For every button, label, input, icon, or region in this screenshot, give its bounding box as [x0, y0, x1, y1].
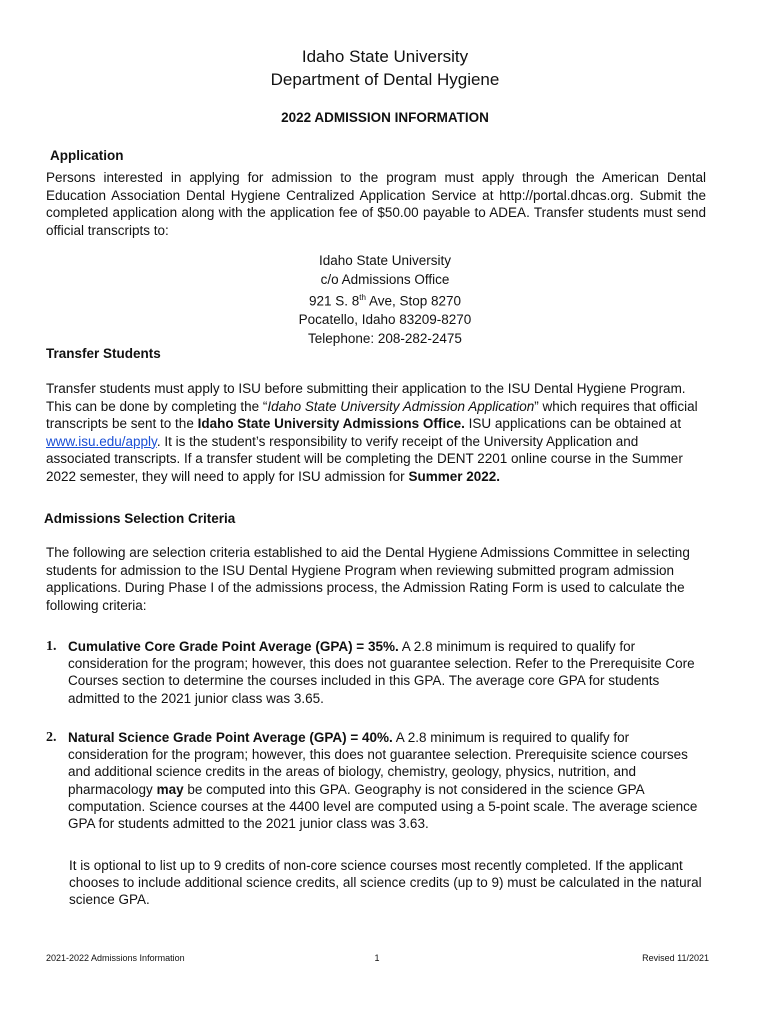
criteria-item-2: [46, 729, 710, 834]
footer-right: Revised 11/2021: [642, 953, 709, 963]
item-text: Cumulative Core Grade Point Average (GPA) = 35%. A 2.8 minimum is required to qualify for consideration for the program; however, this does not guarantee selection. Refer to the Prerequisite Core Courses section to determine the courses included in this GPA. The average core GPA for students admitted to the 2021 junior class was 3.65.: [68, 639, 695, 706]
item-text: Natural Science Grade Point Average (GPA) = 40%. A 2.8 minimum is required to qualify for consideration for the program; however, this does not guarantee selection. Prerequisite science courses and additional science credits in the areas of biology, chemistry, geology, physics, nutrition, and pharmacology may be computed into this GPA. Geography is not considered in the science GPA computation. Science courses at the 4400 level are computed using a 5-point scale. The average science GPA for students admitted to the 2021 junior class was 3.63.: [68, 730, 698, 832]
optional-note: It is optional to list up to 9 credits of non-core science courses most recently completed. If the applicant chooses to include additional science credits, all science credits (up to 9) must be calculated in the natural science GPA.: [69, 858, 702, 908]
address-line-5: Telephone: 208-282-2475: [308, 330, 462, 346]
address-line-2: c/o Admissions Office: [320, 271, 450, 287]
mailing-address: [0, 252, 770, 348]
university-title: Idaho State University: [301, 47, 469, 66]
document-title: 2022 ADMISSION INFORMATION: [281, 110, 489, 125]
page-number: 1: [374, 953, 380, 963]
address-line-1: Idaho State University: [318, 253, 452, 268]
department-title: Department of Dental Hygiene: [270, 70, 500, 89]
footer-left: 2021-2022 Admissions Information: [46, 953, 185, 963]
address-line-3: 921 S. 8th Ave, Stop 8270: [308, 293, 462, 309]
transfer-paragraph: Transfer students must apply to ISU before submitting their application to the ISU Dental Hygiene Program. This can be done by completing the “Idaho State University Admission Application” which requires that official transcripts be sent to the Idaho State University Admissions Office. ISU applications can be obtained at www.isu.edu/apply. It is the student’s responsibility to verify receipt of the University Application and associated transcripts. If a transfer student will be completing the DENT 2201 online course in the Summer 2022 semester, they will need to apply for ISU admission for Summer 2022.: [46, 381, 698, 484]
item-number: 1.: [46, 639, 57, 654]
criteria-heading: Admissions Selection Criteria: [44, 511, 236, 526]
transfer-heading: Transfer Students: [46, 346, 161, 361]
address-line-4: Pocatello, Idaho 83209-8270: [298, 312, 472, 328]
item-number: 2.: [46, 730, 57, 745]
isu-apply-link[interactable]: www.isu.edu/apply: [46, 433, 157, 449]
application-heading: Application: [50, 148, 124, 163]
application-paragraph: Persons interested in applying for admission to the program must apply through the American Dental Education Association Dental Hygiene Centralized Application Service at http://portal.dhcas.org. Submit the completed application along with the application fee of $50.00 payable to ADEA. Transfer students must send official transcripts to:: [46, 170, 706, 238]
criteria-intro: The following are selection criteria established to aid the Dental Hygiene Admissions Committee in selecting students for admission to the ISU Dental Hygiene Program when reviewing submitted program admission applications. During Phase I of the admissions process, the Admission Rating Form is used to calculate the following criteria:: [46, 545, 690, 613]
criteria-item-1: [46, 638, 710, 708]
